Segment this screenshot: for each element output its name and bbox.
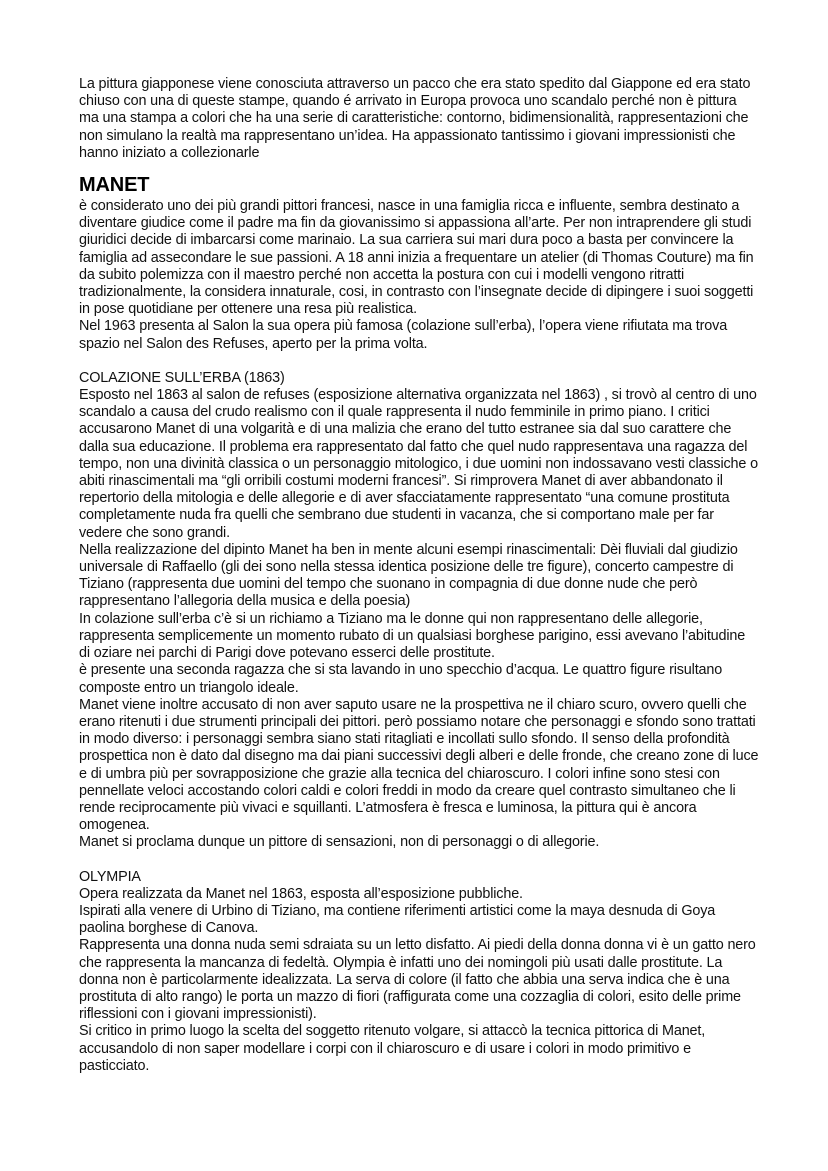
colazione-paragraph-3: In colazione sull’erba c’è si un richiamo a Tiziano ma le donne qui non rappresentano delle allegorie, rappresenta semplicemente un momento rubato di un qualsiasi borghese parigino, essi avevano l’abitudine di oziare nei parchi di Parigi dove potevano esserci delle prostitute. <box>79 610 746 662</box>
document-body <box>79 76 759 1075</box>
colazione-paragraph-1: Esposto nel 1863 al salon de refuses (esposizione alternativa organizzata nel 1863) , si trovò al centro di uno scandalo a causa del crudo realismo con il quale rappresenta il nudo femminile in primo piano. I critici accusarono Manet di una volgarità e di una malizia che erano del tutto estranee sia dal suo carattere che dalla sua educazione. Il problema era rappresentato dal fatto che quel nudo rappresentava una ragazza del tempo, non una divinità classica o un personaggio mitologico, i due uomini non indossavano vesti classiche o abiti rinascimentali ma “gli orribili costumi moderni francesi”. Si rimprovera Manet di aver abbandonato il repertorio della mitologia e delle allegorie e di aver sfacciatamente rappresentato “una comune prostituta completamente nuda fra quelli che sembrano due studenti in vacanza, che si comportano male per far vedere che sono grandi. <box>79 387 758 541</box>
colazione-paragraph-5: Manet viene inoltre accusato di non aver saputo usare ne la prospettiva ne il chiaro scuro, ovvero quelli che erano ritenuti i due strumenti principali dei pittori. però possiamo notare che personaggi e sfondo sono trattati in modo diverso: i personaggi sembra siano stati ritagliati e incollati sullo sfondo. Il senso della profondità prospettica non è dato dal disegno ma dai piani successivi degli alberi e delle fronde, che creano zone di luce e di umbra più per sovrapposizione che grazie alla tecnica del chiaroscuro. I colori infine sono stesi con pennellate veloci accostando colori caldi e colori freddi in modo da creare quel contrasto simultaneo che li rende reciprocamente più vivaci e squillanti. L’atmosfera è fresca e luminosa, la pittura qui è ancora omogenea. <box>79 696 759 834</box>
colazione-paragraph-2: Nella realizzazione del dipinto Manet ha ben in mente alcuni esempi rinascimentali: Dèi fluviali dal giudizio universale di Raffaello (gli dei sono nella stessa identica posizione delle tre figure), concerto campestre di Tiziano (rappresenta due uomini del tempo che suonano in compagnia di due donne nude che però rappresentano l’allegoria della musica e della poesia) <box>79 541 738 610</box>
section-title-colazione: COLAZIONE SULL’ERBA (1863) <box>79 369 285 386</box>
section-title-olympia: OLYMPIA <box>79 868 141 885</box>
manet-paragraph-1: è considerato uno dei più grandi pittori francesi, nasce in una famiglia ricca e influente, sembra destinato a diventare giudice come il padre ma fin da giovanissimo si appassiona all’arte. Per non intraprendere gli studi giuridici decide di imbarcarsi come marinaio. La sua carriera sui mari dura poco a basta per convincere la famiglia ad assecondare le sue passioni. A 18 anni inizia a frequentare un atelier (di Thomas Couture) ma fin da subito polemizza con il maestro perché non accetta la postura con cui i modelli vengono ritratti tradizionalmente, la considera innaturale, cosi, in contrasto con l’insegnate decide di dipingere i suoi soggetti in pose quotidiane per ottenere una resa più realistica. <box>79 198 754 318</box>
olympia-paragraph-2: Ispirati alla venere di Urbino di Tiziano, ma contiene riferimenti artistici come la maya desnuda di Goya paolina borghese di Canova. <box>79 902 716 937</box>
colazione-paragraph-6: Manet si proclama dunque un pittore di sensazioni, non di personaggi o di allegorie. <box>79 834 600 851</box>
olympia-paragraph-1: Opera realizzata da Manet nel 1863, esposta all’esposizione pubbliche. <box>79 885 523 902</box>
olympia-paragraph-4: Si critico in primo luogo la scelta del soggetto ritenuto volgare, si attaccò la tecnica pittorica di Manet, accusandolo di non saper modellare i corpi con il chiaroscuro e di usare i colori in modo primitivo e pasticciato. <box>79 1023 706 1074</box>
intro-paragraph: La pittura giapponese viene conosciuta attraverso un pacco che era stato spedito dal Giappone ed era stato chiuso con una di queste stampe, quando é arrivato in Europa provoca uno scandalo perché non è pittura ma una stampa a colori che ha una serie di caratteristiche: contorno, bidimensionalità, rappresentazioni che non simulano la realtà ma rappresentano un’idea. Ha appassionato tantissimo i giovani impressionisti che hanno iniziato a collezionarle <box>79 76 751 161</box>
olympia-paragraph-3: Rappresenta una donna nuda semi sdraiata su un letto disfatto. Ai piedi della donna donna vi è un gatto nero che rappresenta la mancanza di fedeltà. Olympia è infatti uno dei nomingoli più usati dalle prostitute. La donna non è particolarmente idealizzata. La serva di colore (il fatto che abbia una serva indica che è una prostituta di alto rango) le porta un mazzo di fiori (raffigurata come una cozzaglia di colori, esito delle prime riflessioni con i giovani impressionisti). <box>79 937 756 1023</box>
colazione-paragraph-4: è presente una seconda ragazza che si sta lavando in uno specchio d’acqua. Le quattro figure risultano composte entro un triangolo ideale. <box>79 662 723 696</box>
manet-paragraph-2: Nel 1963 presenta al Salon la sua opera più famosa (colazione sull’erba), l’opera viene rifiutata ma trova spazio nel Salon des Refuses, aperto per la prima volta. <box>79 318 728 352</box>
section-title-manet: MANET <box>79 174 150 197</box>
